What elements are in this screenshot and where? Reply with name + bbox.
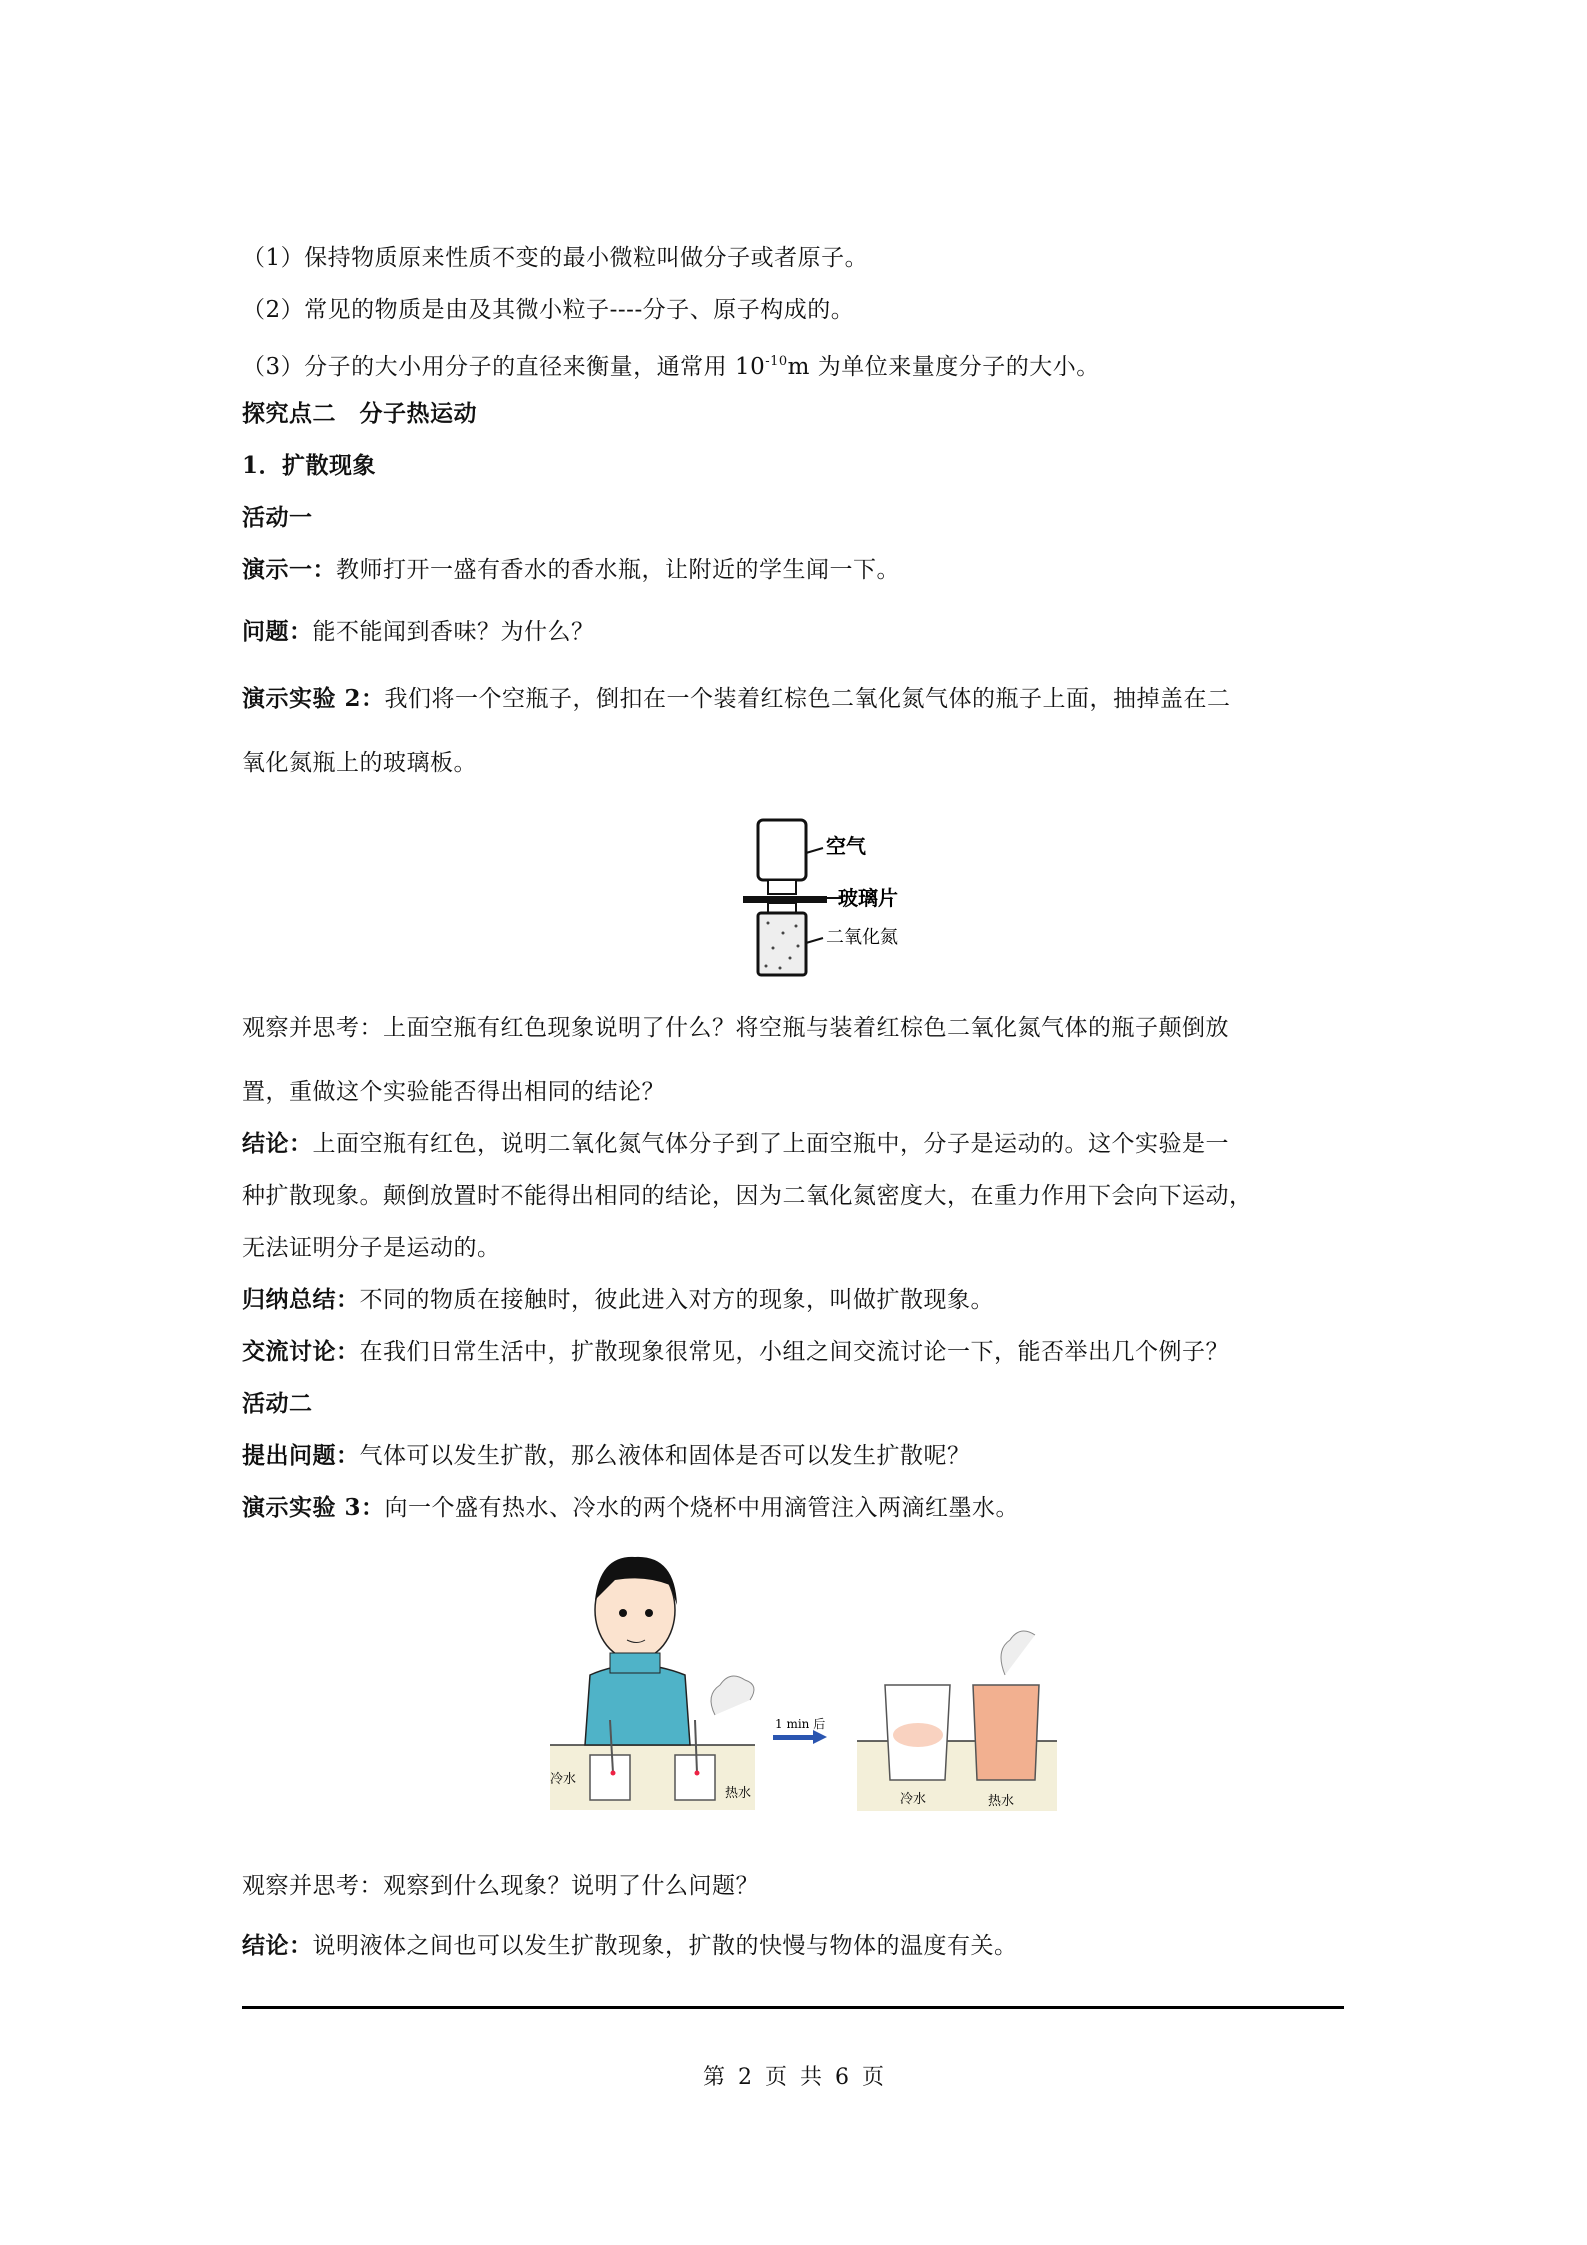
bottle-diagram: [738, 808, 938, 983]
summary: [242, 1285, 994, 1315]
observe1: 观察并思考：上面空瓶有红色现象说明了什么？将空瓶与装着红棕色二氧化氮气体的瓶子颠倒放: [242, 1015, 1229, 1041]
label-cold-right: 冷水: [900, 1792, 927, 1807]
demo3: [242, 1493, 1019, 1523]
demo2-label: 演示实验 2：: [242, 685, 385, 712]
label-no2: 二氧化氮: [826, 927, 898, 948]
point-3-pre: （3）分子的大小用分子的直径来衡量，通常用 10: [242, 354, 766, 380]
point-1: （1）保持物质原来性质不变的最小微粒叫做分子或者原子。: [242, 245, 869, 271]
section-title: 探究点二 分子热运动: [242, 400, 477, 427]
conclusion1-text: 上面空瓶有红色，说明二氧化氮气体分子到了上面空瓶中，分子是运动的。这个实验是一: [312, 1131, 1229, 1157]
demo1-text: 教师打开一盛有香水的香水瓶，让附近的学生闻一下。: [336, 557, 900, 583]
conclusion2: [242, 1931, 1018, 1961]
conclusion1-cont2: 无法证明分子是运动的。: [242, 1235, 501, 1261]
observe1-cont: 置，重做这个实验能否得出相同的结论？: [242, 1079, 665, 1105]
discussion-label: 交流讨论：: [242, 1338, 360, 1365]
footer-divider: [242, 2006, 1344, 2009]
question2-label: 提出问题：: [242, 1442, 360, 1469]
demo3-text: 向一个盛有热水、冷水的两个烧杯中用滴管注入两滴红墨水。: [384, 1495, 1020, 1521]
label-hot-left: 热水: [725, 1786, 752, 1801]
discussion-text: 在我们日常生活中，扩散现象很常见，小组之间交流讨论一下，能否举出几个例子？: [359, 1339, 1229, 1365]
demo2-text: 我们将一个空瓶子，倒扣在一个装着红棕色二氧化氮气体的瓶子上面，抽掉盖在二: [384, 686, 1231, 712]
arrow-icon: [813, 1730, 827, 1744]
discussion: [242, 1337, 1229, 1367]
question1-label: 问题：: [242, 618, 313, 645]
page-number: 第 2 页 共 6 页: [703, 2065, 884, 2090]
observe2: 观察并思考：观察到什么现象？说明了什么问题？: [242, 1873, 759, 1899]
activity1-title: 活动一: [242, 504, 313, 531]
demo3-label: 演示实验 3：: [242, 1494, 385, 1521]
demo2-cont: 氧化氮瓶上的玻璃板。: [242, 750, 477, 776]
label-glass: 玻璃片: [838, 886, 898, 910]
question2-text: 气体可以发生扩散，那么液体和固体是否可以发生扩散呢？: [359, 1443, 971, 1469]
point-2: （2）常见的物质是由及其微小粒子----分子、原子构成的。: [242, 297, 855, 323]
label-cold-left: 冷水: [550, 1772, 577, 1787]
summary-label: 归纳总结：: [242, 1286, 360, 1313]
question1-text: 能不能闻到香味？为什么？: [312, 619, 595, 645]
arrow-label: 1 min 后: [775, 1717, 826, 1731]
subsection-title: 1．扩散现象: [242, 452, 377, 479]
demo1: [242, 555, 900, 585]
conclusion1-label: 结论：: [242, 1130, 313, 1157]
question2: [242, 1441, 971, 1471]
demo2: [242, 684, 1231, 714]
label-hot-right: 热水: [988, 1794, 1015, 1809]
conclusion2-text: 说明液体之间也可以发生扩散现象，扩散的快慢与物体的温度有关。: [312, 1933, 1018, 1959]
ink-diffusion-illustration: [545, 1545, 1060, 1815]
activity2-title: 活动二: [242, 1390, 313, 1417]
demo1-label: 演示一：: [242, 556, 336, 583]
summary-text: 不同的物质在接触时，彼此进入对方的现象，叫做扩散现象。: [359, 1287, 994, 1313]
conclusion2-label: 结论：: [242, 1932, 313, 1959]
point-3: [242, 347, 1100, 382]
conclusion1-cont1: 种扩散现象。颠倒放置时不能得出相同的结论，因为二氧化氮密度大，在重力作用下会向下运动，: [242, 1183, 1253, 1209]
exponent: -10: [765, 354, 788, 369]
question1: [242, 617, 595, 647]
point-3-post: m 为单位来量度分子的大小。: [787, 354, 1100, 380]
conclusion1: [242, 1129, 1229, 1159]
label-air: 空气: [826, 834, 866, 858]
